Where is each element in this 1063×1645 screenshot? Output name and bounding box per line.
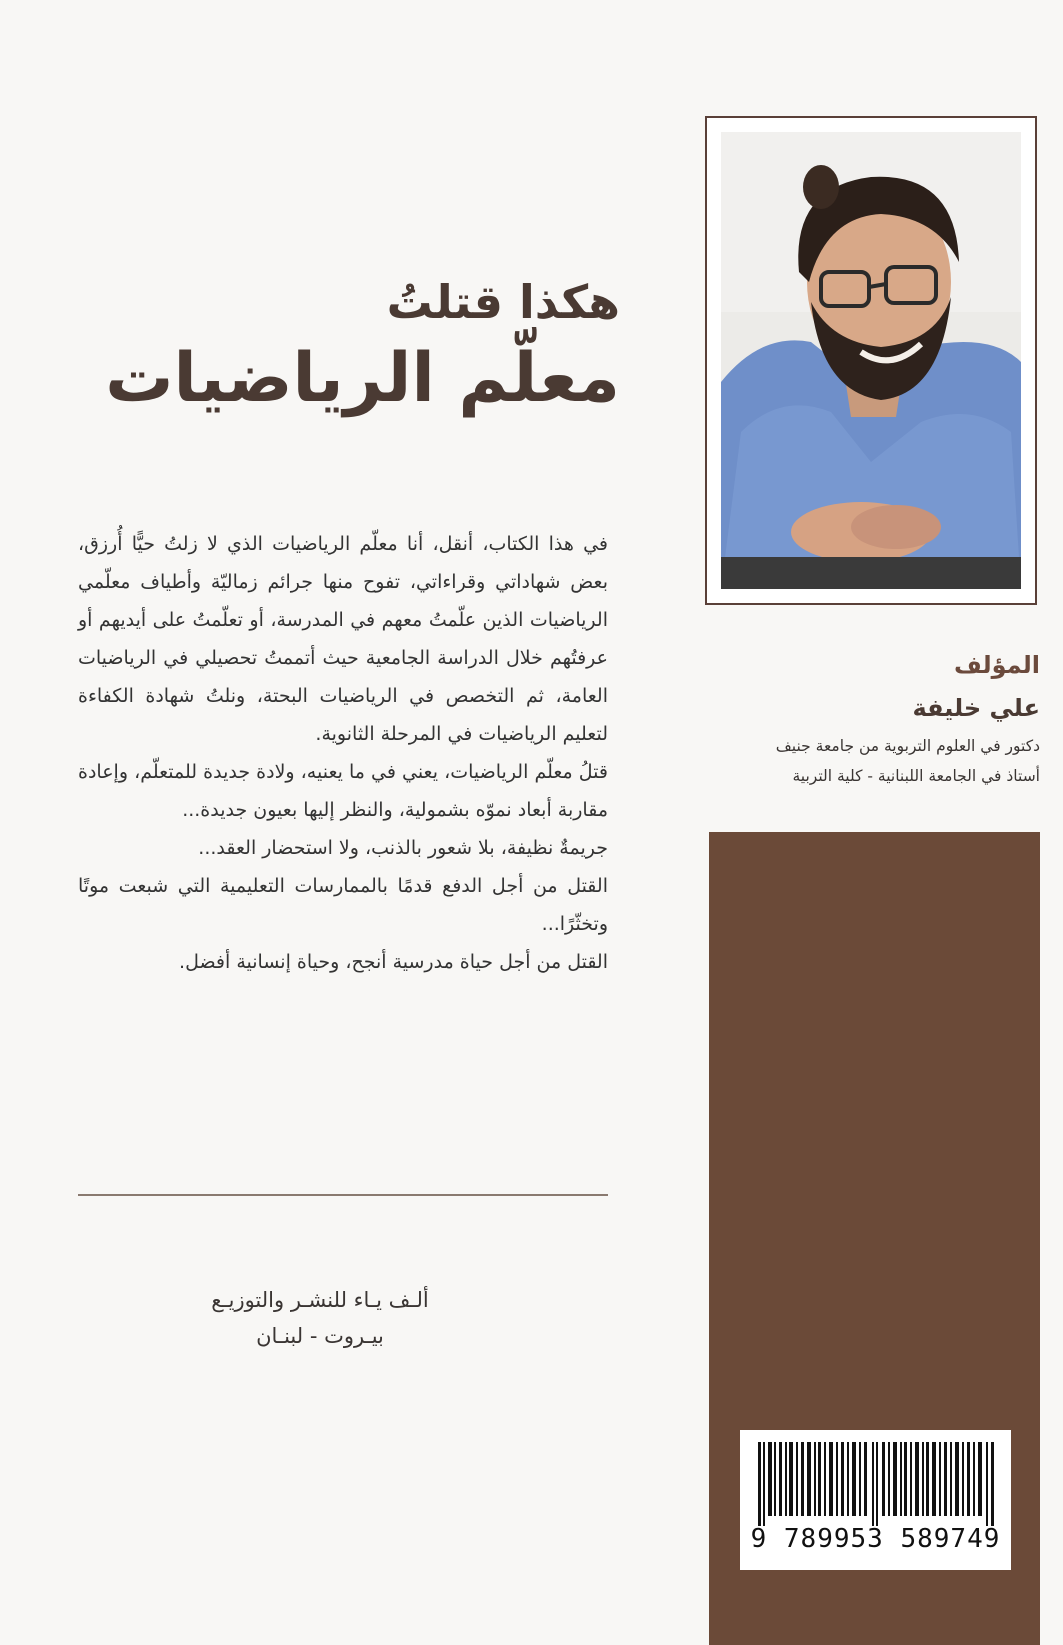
book-title-line1: هكذا قتلتُ (386, 275, 620, 329)
author-block (690, 645, 1040, 791)
barcode (740, 1430, 1011, 1570)
author-desc-line2: أستاذ في الجامعة اللبنانية - كلية التربية (792, 767, 1040, 785)
publisher-info (150, 1282, 490, 1354)
author-portrait-illustration (721, 132, 1021, 589)
blurb-paragraph-4: القتل من أجل الدفع قدمًا بالممارسات التعليمية التي شبعت موتًا وتخثّرًا... (78, 875, 608, 935)
author-heading: المؤلف (954, 651, 1040, 679)
blurb-paragraph-5: القتل من أجل حياة مدرسية أنجح، وحياة إنسانية أفضل. (179, 951, 608, 973)
blurb-paragraph-3: جريمةٌ نظيفة، بلا شعور بالذنب، ولا استحضار العقد... (198, 837, 608, 859)
author-photo-frame (705, 116, 1037, 605)
author-name: علي خليفة (912, 694, 1040, 722)
author-photo (721, 132, 1021, 589)
divider-line (78, 1194, 608, 1196)
publisher-name: ألـف يـاء للنشـر والتوزيـع (211, 1288, 429, 1312)
blurb-paragraph-2: قتلُ معلّم الرياضيات، يعني في ما يعنيه، ولادة جديدة للمتعلّم، وإعادة مقاربة أبعاد نموّه بشمولية، والنظر إليها بعيون جديدة... (78, 761, 608, 821)
publisher-location: بيـروت - لبنـان (256, 1324, 384, 1348)
barcode-bars (756, 1442, 996, 1526)
blurb-paragraph-1: في هذا الكتاب، أنقل، أنا معلّم الرياضيات الذي لا زلتُ حيًّا أُرزق، بعض شهاداتي وقراءاتي، تفوح منها جرائم زماليّة وأطياف معلّمي الرياضيات الذين علّمتُ معهم في المدرسة، أو تعلّمتُ على أيديهم أو عرفتُهم خلال الدراسة الجامعية حيث أتممتُ تحصيلي في الرياضيات العامة، ثم التخصص في الرياضيات البحتة، ونلتُ شهادة الكفاءة لتعليم الرياضيات في المرحلة الثانوية. (78, 533, 608, 745)
title-block (60, 270, 620, 424)
barcode-digits: 9 789953 589749 (750, 1524, 1001, 1554)
book-title-line2: معلّم الرياضيات (105, 339, 620, 418)
author-desc-line1: دكتور في العلوم التربوية من جامعة جنيف (775, 737, 1040, 755)
blurb-text (78, 525, 608, 981)
